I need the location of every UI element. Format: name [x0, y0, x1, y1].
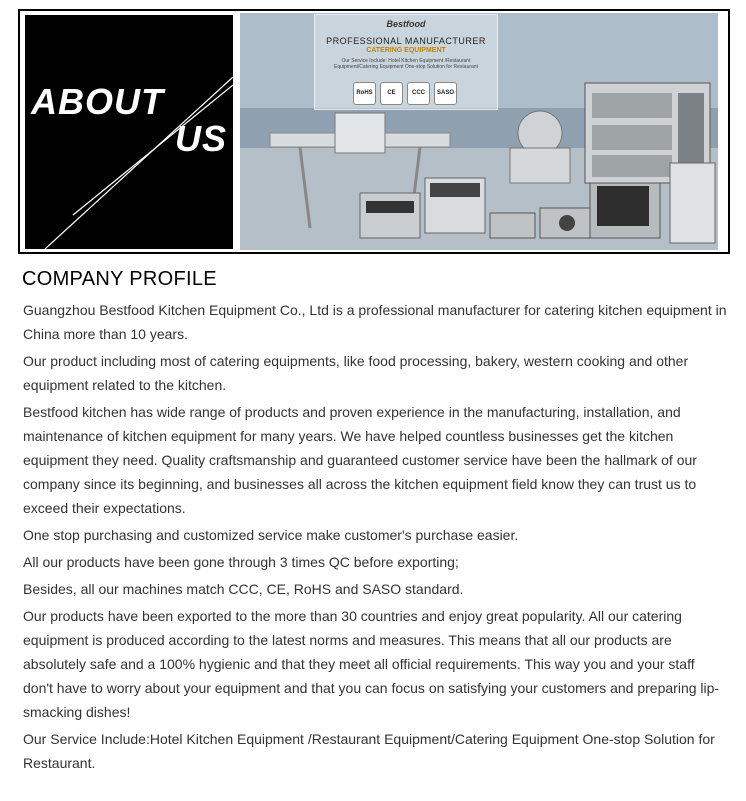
profile-paragraph: Our Service Include:Hotel Kitchen Equipment /Restaurant Equipment/Catering Equipment One-stop Solution for Restaurant.	[23, 731, 715, 771]
company-profile-body	[23, 298, 728, 778]
ccc-badge-icon: CCC	[407, 82, 430, 105]
profile-paragraph: Besides, all our machines match CCC, CE, RoHS and SASO standard.	[23, 581, 464, 597]
us-word: US	[175, 118, 228, 159]
equipment-photo	[240, 13, 718, 250]
certification-badges	[353, 82, 463, 104]
promo-note: Our Service Include: Hotel Kitchen Equipment /Restaurant Equipment/Catering Equipment One-stop Solution for Restaurant	[334, 58, 478, 70]
promo-title: PROFESSIONAL MANUFACTURER	[326, 36, 486, 46]
ce-badge-icon: CE	[380, 82, 403, 105]
profile-paragraph: One stop purchasing and customized service make customer's purchase easier.	[23, 527, 519, 543]
profile-paragraph: Our product including most of catering equipments, like food processing, bakery, western cooking and other equipment related to the kitchen.	[23, 353, 689, 393]
rohs-badge-icon: RoHS	[353, 82, 376, 105]
promo-card	[314, 14, 498, 110]
saso-badge-icon: SASO	[434, 82, 457, 105]
promo-subtitle: CATERING EQUIPMENT	[366, 47, 446, 54]
profile-paragraph: Bestfood kitchen has wide range of products and proven experience in the manufacturing, installation, and maintenance of kitchen equipment for many years. We have helped countless businesses get the kitchen equipment they need. Quality craftsmanship and guaranteed customer service have been the hallmark of our company since its beginning, and businesses all across the kitchen equipment field know they can trust us to exceed their expectations.	[23, 404, 697, 516]
company-profile-heading: COMPANY PROFILE	[22, 268, 217, 290]
about-word: ABOUT	[31, 81, 164, 122]
about-banner	[18, 9, 730, 254]
profile-paragraph: Our products have been exported to the more than 30 countries and enjoy great popularity. All our catering equipment is produced according to the latest norms and measures. This means that all our products are absolutely safe and a 100% hygienic and that they meet all official requirements. This way you and your staff don't have to worry about your equipment and that you can focus on satisfying your customers and preparing lip-smacking dishes!	[23, 608, 720, 720]
brand-logo: Bestfood	[386, 19, 426, 29]
profile-paragraph: Guangzhou Bestfood Kitchen Equipment Co., Ltd is a professional manufacturer for catering kitchen equipment in China more than 10 years.	[23, 302, 727, 342]
about-us-panel	[25, 15, 233, 249]
profile-paragraph: All our products have been gone through 3 times QC before exporting;	[23, 554, 459, 570]
